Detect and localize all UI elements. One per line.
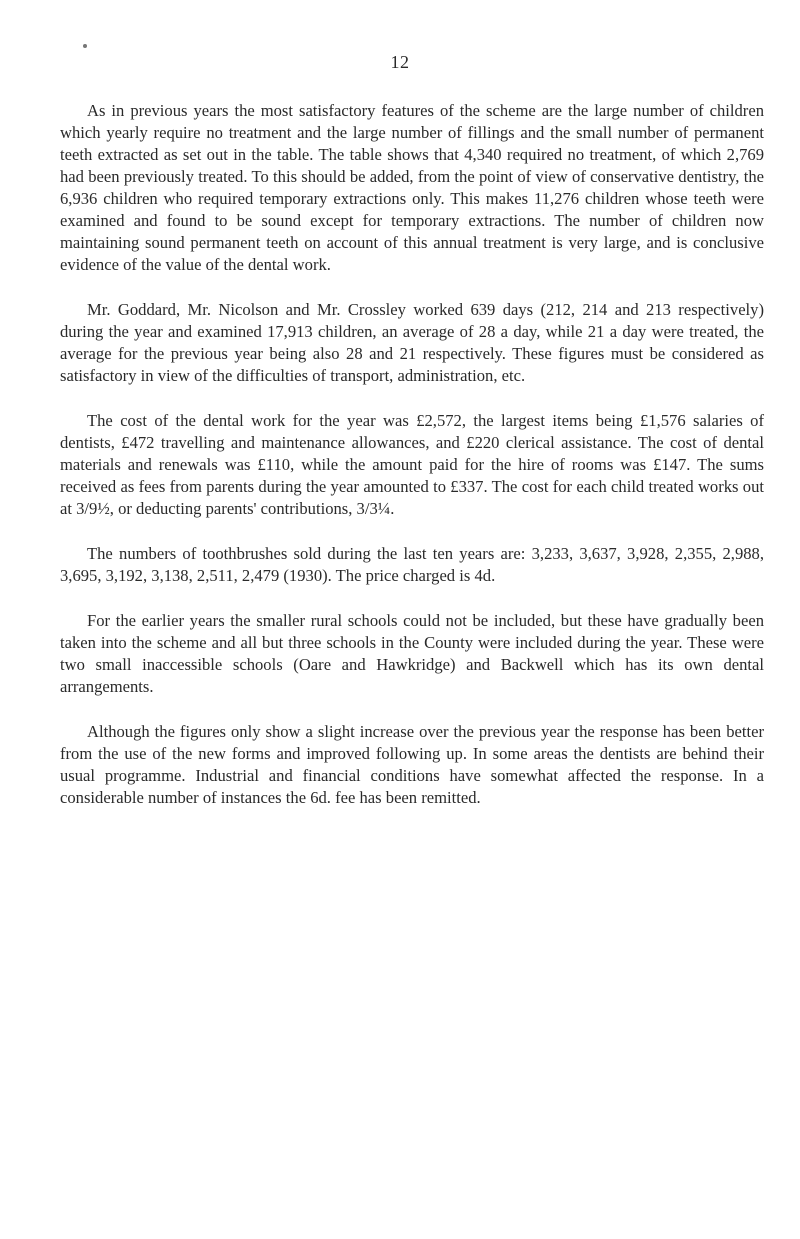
page-number: 12 <box>390 52 410 72</box>
paragraph-dentists-work: Mr. Goddard, Mr. Nicolson and Mr. Crossley worked 639 days (212, 214 and 213 respectively) during the year and examined 17,913 children, an average of 28 a day, while 21 a day were treated, the average for the previous year being also 28 and 21 respectively. These figures must be considered as satisfactory in view of the difficulties of transport, administration, etc. <box>60 300 764 385</box>
body-text <box>60 100 764 832</box>
paragraph-rural-schools: For the earlier years the smaller rural schools could not be included, but these have gradually been taken into the scheme and all but three schools in the County were included during the year. These were two small inaccessible schools (Oare and Hawkridge) and Backwell which has its own dental arrangements. <box>60 611 764 696</box>
paragraph-response: Although the figures only show a slight increase over the previous year the response has been better from the use of the new forms and improved following up. In some areas the dentists are behind their usual programme. Industrial and financial conditions have somewhat affected the response. In a considerable number of instances the 6d. fee has been remitted. <box>60 722 764 807</box>
paragraph-toothbrushes: The numbers of toothbrushes sold during the last ten years are: 3,233, 3,637, 3,928, 2,355, 2,988, 3,695, 3,192, 3,138, 2,511, 2,479 (1930). The price charged is 4d. <box>60 544 764 585</box>
print-speck <box>83 44 87 48</box>
paragraph-costs: The cost of the dental work for the year was £2,572, the largest items being £1,576 salaries of dentists, £472 travelling and maintenance allowances, and £220 clerical assistance. The cost of dental materials and renewals was £110, while the amount paid for the hire of rooms was £147. The sums received as fees from parents during the year amounted to £337. The cost for each child treated works out at 3/9½, or deducting parents' contributions, 3/3¼. <box>60 411 764 518</box>
paragraph-no-treatment: As in previous years the most satisfactory features of the scheme are the large number of children which yearly require no treatment and the large number of fillings and the small number of permanent teeth extracted as set out in the table. The table shows that 4,340 required no treatment, of which 2,769 had been previously treated. To this should be added, from the point of view of conservative dentistry, the 6,936 children who required temporary extractions only. This makes 11,276 children whose teeth were examined and found to be sound except for temporary extractions. The number of children now maintaining sound permanent teeth on account of this annual treatment is very large, and is conclusive evidence of the value of the dental work. <box>60 101 764 274</box>
